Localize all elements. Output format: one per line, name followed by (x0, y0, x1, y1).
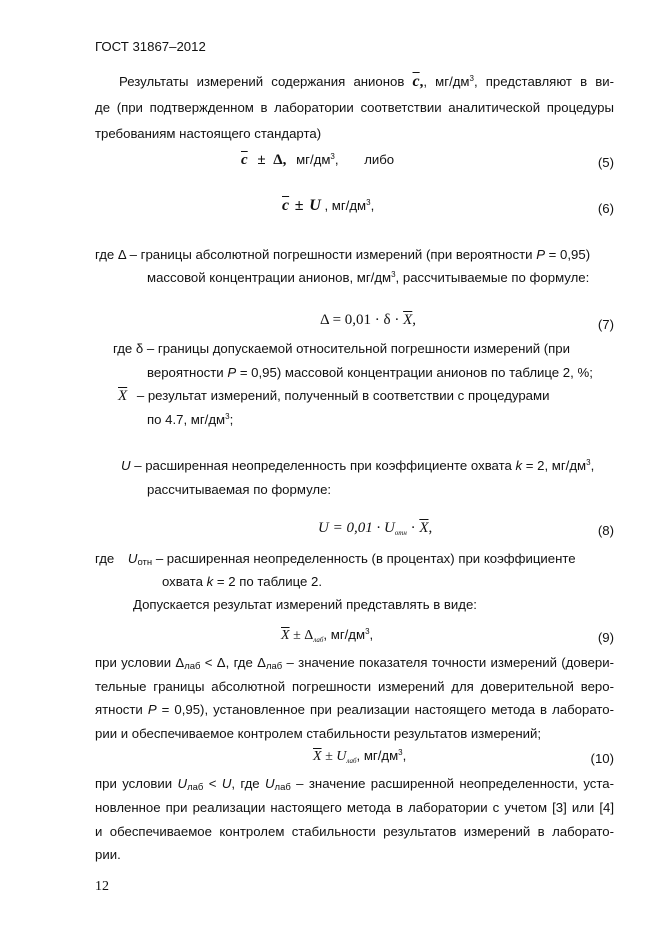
equation-5: $\overline{c} \pm \Delta$, $мг/дм^3$, либо (241, 152, 395, 168)
condition-1-line-3: ятности P = 0,95), установленное при реализации настоящего метода в лаборато- (95, 702, 614, 717)
x-definition-line-2: по 4.7, $мг/дм^3$; (147, 412, 234, 427)
equation-10: $\overline{X} \pm U_{лаб}$, $мг/дм^3$, (313, 748, 407, 765)
where-sigma-line-2: вероятности P = 0,95) массовой концентрации анионов по таблице 2, %; (147, 365, 593, 380)
condition-2-line-4: рии. (95, 847, 121, 862)
intro-line-3: требованиям настоящего стандарта) (95, 126, 322, 141)
equation-6-number: (6) (597, 201, 614, 216)
condition-1-line-1: при условии Δлаб < Δ, где Δлаб – значение показателя точности измерений (довери- (95, 655, 614, 672)
equation-7-number: (7) (597, 317, 614, 332)
intro-line-1: Результаты измерений содержания анионов $\overline{c}$,, $мг/дм^3$, представляют в ви- (119, 73, 614, 90)
equation-9-number: (9) (597, 630, 614, 645)
condition-2-line-3: и обеспечиваемое контролем стабильности результатов измерений в лаборато- (95, 824, 614, 839)
allowed-form-text: Допускается результат измерений представлять в виде: (133, 597, 477, 612)
equation-9: $\overline{X} \pm \Delta_{лаб}$, $мг/дм^3$, (281, 627, 374, 644)
where-urel-line-1: где Uотн – расширенная неопределенность (в процентах) при коэффициенте (95, 551, 576, 568)
condition-1-line-2: тельные границы абсолютной погрешности измерений для доверительной веро- (95, 679, 614, 694)
u-definition-line-2: рассчитываемая по формуле: (147, 482, 332, 497)
u-definition-line-1: U – расширенная неопределенность при коэффициенте охвата k = 2, $мг/дм^3$, (121, 458, 595, 473)
condition-2-line-2: новленное при реализации настоящего метода в лаборатории с учетом [3] или [4] (95, 800, 614, 815)
equation-10-number: (10) (590, 751, 614, 766)
equation-8-number: (8) (597, 523, 614, 538)
where-sigma-line-1: где δ – границы допускаемой относительной погрешности измерений (при (113, 341, 570, 356)
equation-8: $U = 0,01 \cdot U_{отн} \cdot \overline{X}$, (318, 520, 433, 537)
page-number: 12 (95, 879, 109, 894)
where-urel-line-2: охвата k = 2 по таблице 2. (162, 574, 323, 589)
where-delta-line-2: массовой концентрации анионов, $мг/дм^3$, рассчитываемые по формуле: (147, 270, 590, 285)
equation-7: $\Delta = 0,01 \cdot \delta \cdot \overline{X}$, (320, 312, 417, 328)
document-header: ГОСТ 31867–2012 (95, 39, 206, 54)
condition-1-line-4: рии и обеспечиваемое контролем стабильности результатов измерений; (95, 726, 542, 741)
where-delta-line-1: где Δ – границы абсолютной погрешности измерений (при вероятности P = 0,95) (95, 247, 591, 262)
intro-line-2: де (при подтвержденном в лаборатории соответствии аналитической процедуры (95, 100, 614, 115)
equation-5-number: (5) (597, 155, 614, 170)
x-definition-line-1: $\overline{X}$ – результат измерений, полученный в соответствии с процедурами (118, 388, 550, 404)
equation-6: $\overline{c} \pm U$ , $мг/дм^3$, (282, 197, 375, 214)
condition-2-line-1: при условии Uлаб < U, где Uлаб – значение расширенной неопределенности, уста- (95, 776, 614, 793)
